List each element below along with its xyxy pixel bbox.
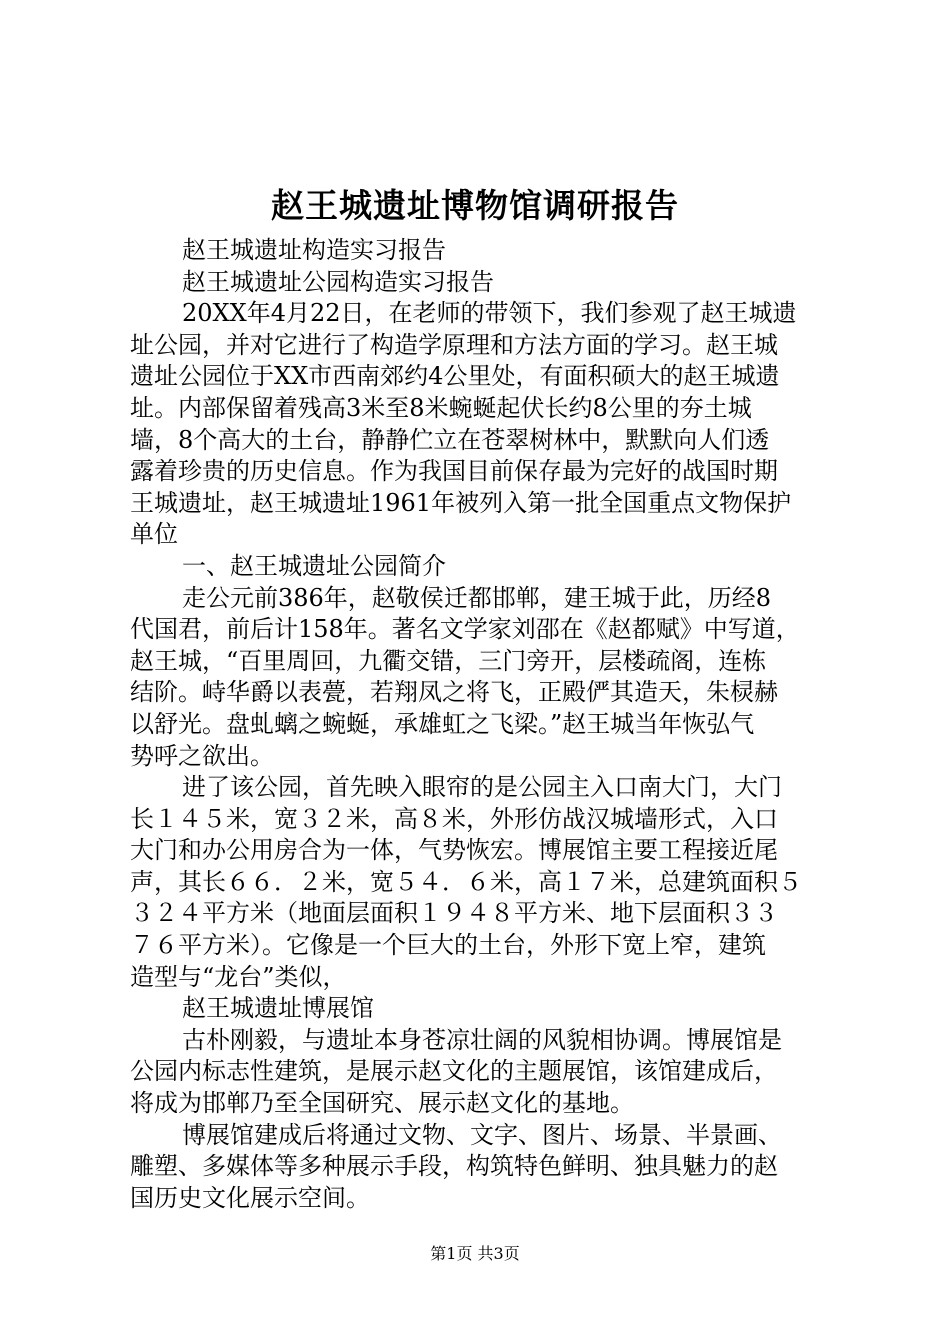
body-line: 单位 (130, 520, 178, 549)
body-line: 声，其长６６．２米，宽５４．６米，高１７米，总建筑面积５ (130, 867, 802, 896)
body-line: 大门和办公用房合为一体，气势恢宏。博展馆主要工程接近尾 (130, 836, 778, 865)
body-line: ７６平方米）。它像是一个巨大的土台，外形下宽上窄，建筑 (130, 931, 766, 960)
body-line: 造型与“龙台”类似， (130, 962, 347, 991)
body-line: 势呼之欲出。 (130, 741, 274, 770)
body-line: 赵王城，“百里周回，九衢交错，三门旁开，层楼疏阁，连栋 (130, 646, 767, 675)
body-line: 墙，8个高大的土台，静静伫立在苍翠树林中，默默向人们透 (130, 425, 770, 454)
body-line: 结阶。峙华爵以表甍，若翔凤之将飞，正殿俨其造天，朱棂赫 (130, 678, 778, 707)
body-line: ３２４平方米（地面层面积１９４８平方米、地下层面积３３ (130, 899, 778, 928)
body-line: 雕塑、多媒体等多种展示手段，构筑特色鲜明、独具魅力的赵 (130, 1152, 778, 1181)
body-line: 赵王城遗址公园构造实习报告 (182, 267, 494, 296)
document-title: 赵王城遗址博物馆调研报告 (271, 186, 679, 225)
body-line: 以舒光。盘虬螭之蜿蜒，承雄虹之飞梁。”赵王城当年恢弘气 (130, 709, 755, 738)
body-line: 博展馆建成后将通过文物、文字、图片、场景、半景画、 (182, 1120, 782, 1149)
body-line: 公园内标志性建筑，是展示赵文化的主题展馆，该馆建成后， (130, 1057, 778, 1086)
body-line: 遗址公园位于XX市西南郊约4公里处，有面积硕大的赵王城遗 (130, 362, 780, 391)
body-line: 址公园，并对它进行了构造学原理和方法方面的学习。赵王城 (130, 330, 778, 359)
body-line: 王城遗址，赵王城遗址1961年被列入第一批全国重点文物保护 (130, 488, 792, 517)
body-line: 一、赵王城遗址公园简介 (182, 551, 446, 580)
body-line: 将成为邯郸乃至全国研究、展示赵文化的基地。 (130, 1089, 634, 1118)
body-line: 进了该公园，首先映入眼帘的是公园主入口南大门，大门 (182, 773, 782, 802)
body-line: 古朴刚毅，与遗址本身苍凉壮阔的风貌相协调。博展馆是 (182, 1025, 782, 1054)
page-footer: 第1页 共3页 (430, 1244, 520, 1263)
document-body (130, 235, 835, 1214)
body-line: 走公元前386年，赵敬侯迁都邯郸，建王城于此，历经8 (182, 583, 772, 612)
body-line: 长１４５米，宽３２米，高８米，外形仿战汉城墙形式，入口 (130, 804, 778, 833)
body-line: 代国君，前后计158年。著名文学家刘邵在《赵都赋》中写道， (130, 615, 800, 644)
body-line: 20XX年4月22日，在老师的带领下，我们参观了赵王城遗 (182, 299, 797, 328)
body-line: 赵王城遗址构造实习报告 (182, 236, 446, 264)
body-line: 址。内部保留着残高3米至8米蜿蜒起伏长约8公里的夯土城 (130, 393, 752, 422)
body-line: 国历史文化展示空间。 (130, 1183, 370, 1212)
body-line: 露着珍贵的历史信息。作为我国目前保存最为完好的战国时期 (130, 457, 778, 486)
body-line: 赵王城遗址博展馆 (182, 994, 374, 1023)
